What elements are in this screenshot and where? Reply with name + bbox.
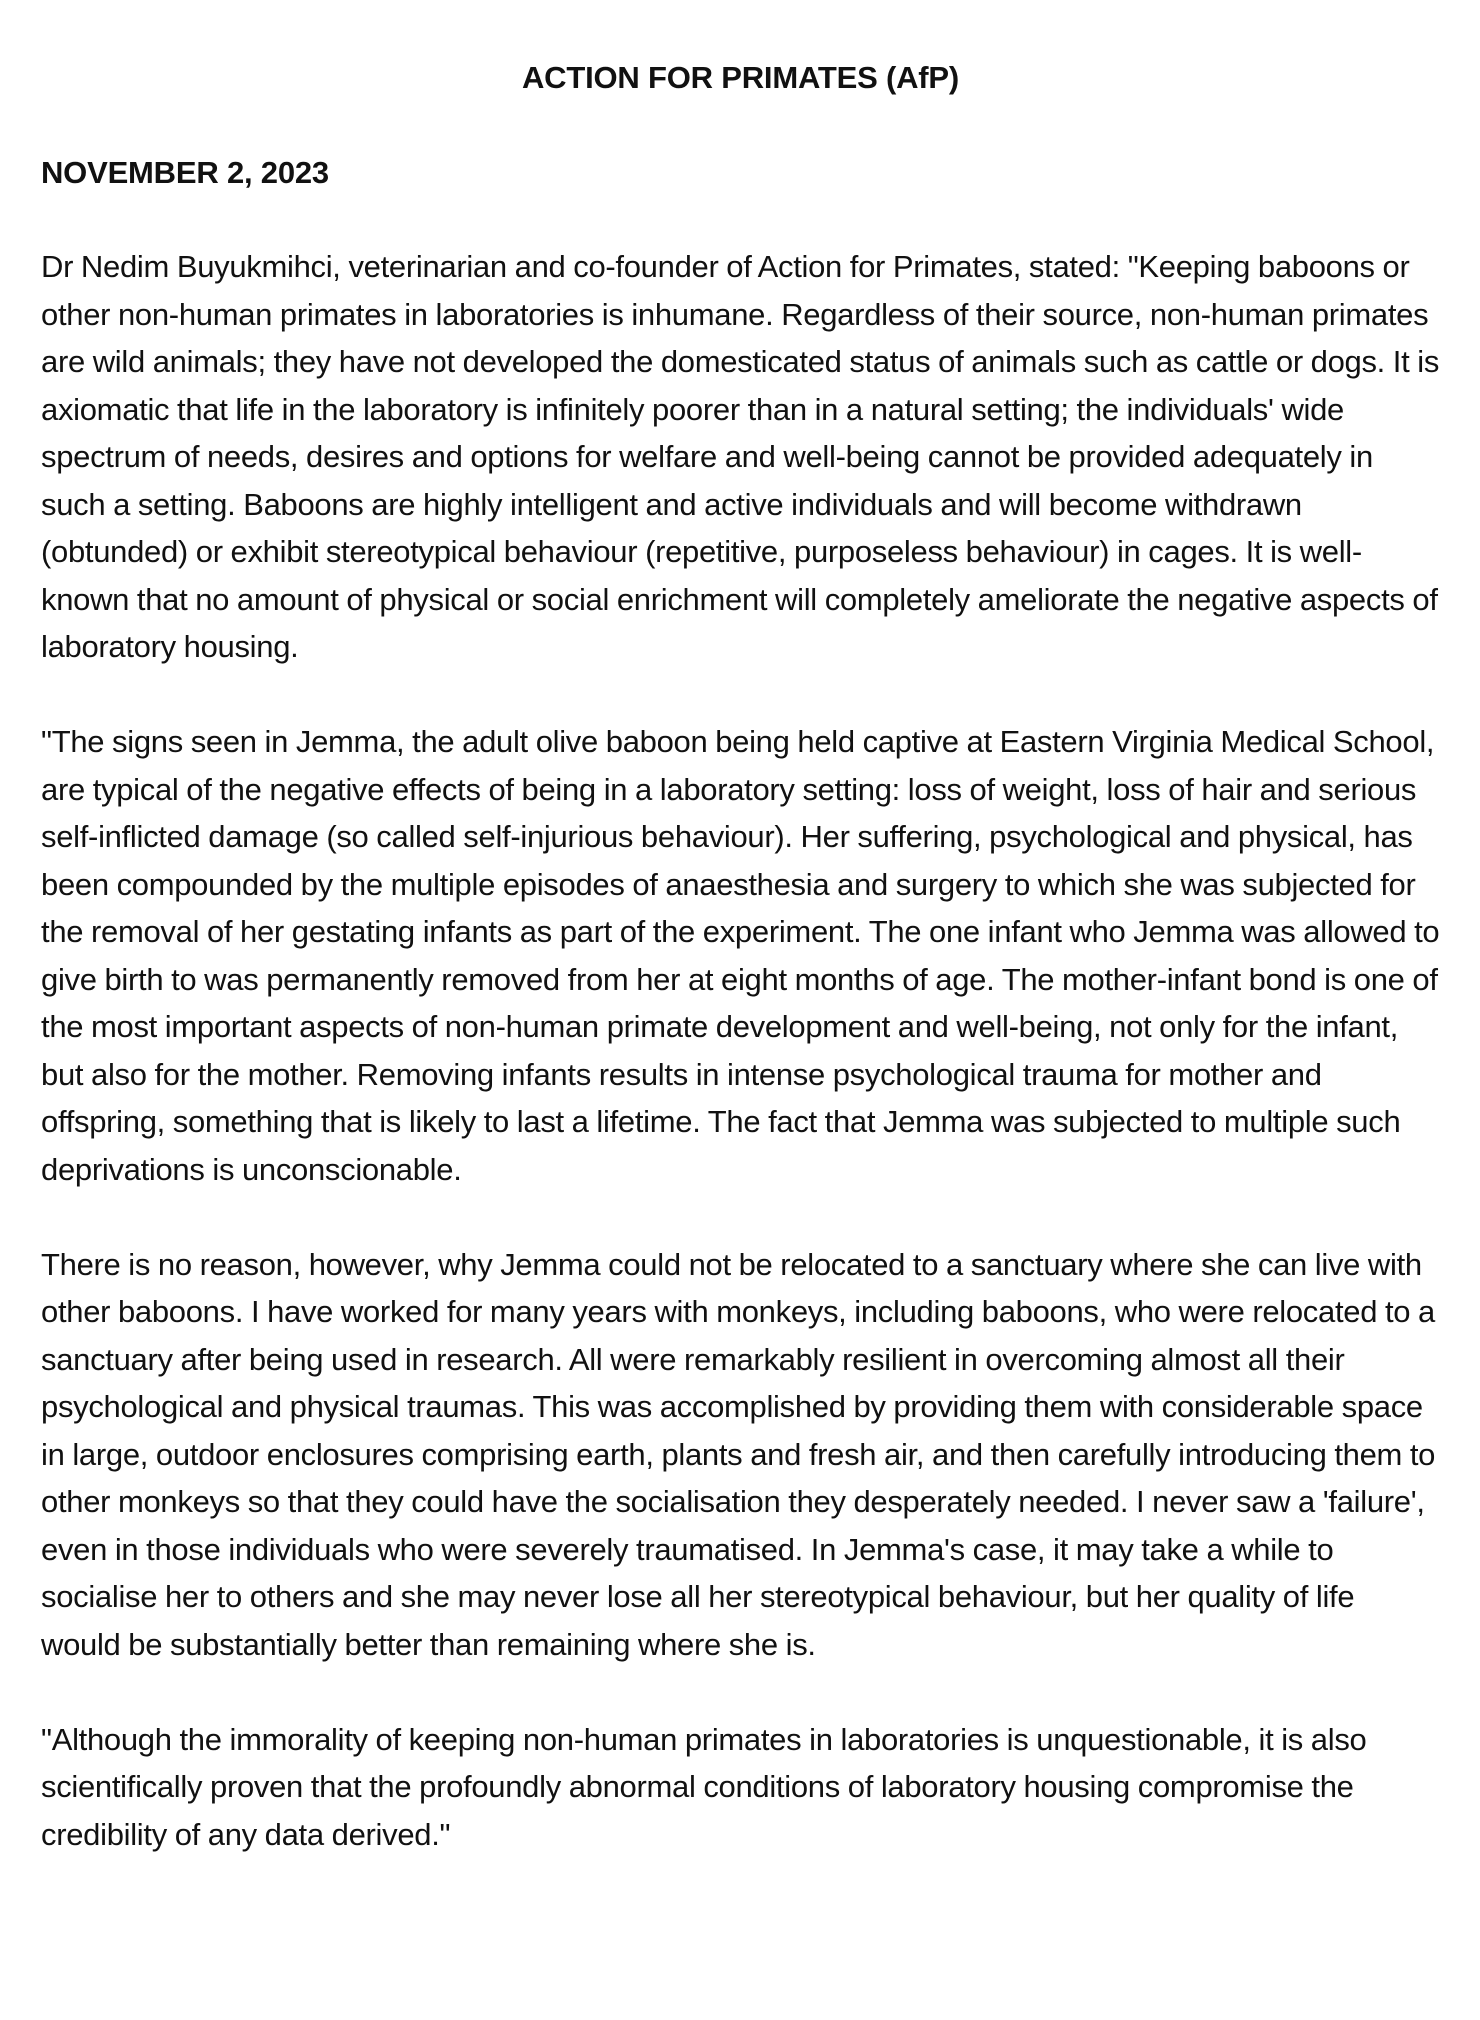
paragraph-3: There is no reason, however, why Jemma could not be relocated to a sanctuary where she can live with other baboons. I have worked for many years with monkeys, including baboons, who were relocated to a sanctuary after being used in research. All were remarkably resilient in overcoming almost all their psychological and physical traumas. This was accomplished by providing them with considerable space in large, outdoor enclosures comprising earth, plants and fresh air, and then carefully introducing them to other monkeys so that they could have the socialisation they desperately needed. I never saw a 'failure', even in those individuals who were severely traumatised. In Jemma's case, it may take a while to socialise her to others and she may never lose all her stereotypical behaviour, but her quality of life would be substantially better than remaining where she is. [41, 1246, 1436, 1662]
document-title: ACTION FOR PRIMATES (AfP) [521, 60, 959, 95]
paragraph-1: Dr Nedim Buyukmihci, veterinarian and co-founder of Action for Primates, stated: "Keeping baboons or other non-human primates in laboratories is inhumane. Regardless of their source, non-human primates are wild animals; they have not developed the domesticated status of animals such as cattle or dogs. It is axiomatic that life in the laboratory is infinitely poorer than in a natural setting; the individuals' wide spectrum of needs, desires and options for welfare and well-being cannot be provided adequately in such a setting. Baboons are highly intelligent and active individuals and will become withdrawn (obtunded) or exhibit stereotypical behaviour (repetitive, purposeless behaviour) in cages. It is well-known that no amount of physical or social enrichment will completely ameliorate the negative aspects of laboratory housing. [41, 249, 1440, 664]
paragraph-2: "The signs seen in Jemma, the adult olive baboon being held captive at Eastern Virginia Medical School, are typical of the negative effects of being in a laboratory setting: loss of weight, loss of hair and serious self-inflicted damage (so called self-injurious behaviour). Her suffering, psychological and physical, has been compounded by the multiple episodes of anaesthesia and surgery to which she was subjected for the removal of her gestating infants as part of the experiment. The one infant who Jemma was allowed to give birth to was permanently removed from her at eight months of age. The mother-infant bond is one of the most important aspects of non-human primate development and well-being, not only for the infant, but also for the mother. Removing infants results in intense psychological trauma for mother and offspring, something that is likely to last a lifetime. The fact that Jemma was subjected to multiple such deprivations is unconscionable. [41, 724, 1440, 1187]
document-body [41, 243, 1440, 1858]
paragraph-4: "Although the immorality of keeping non-human primates in laboratories is unquestionable, it is also scientifically proven that the profoundly abnormal conditions of laboratory housing compromise the credibility of any data derived." [41, 1721, 1367, 1852]
document-date: NOVEMBER 2, 2023 [41, 155, 329, 190]
